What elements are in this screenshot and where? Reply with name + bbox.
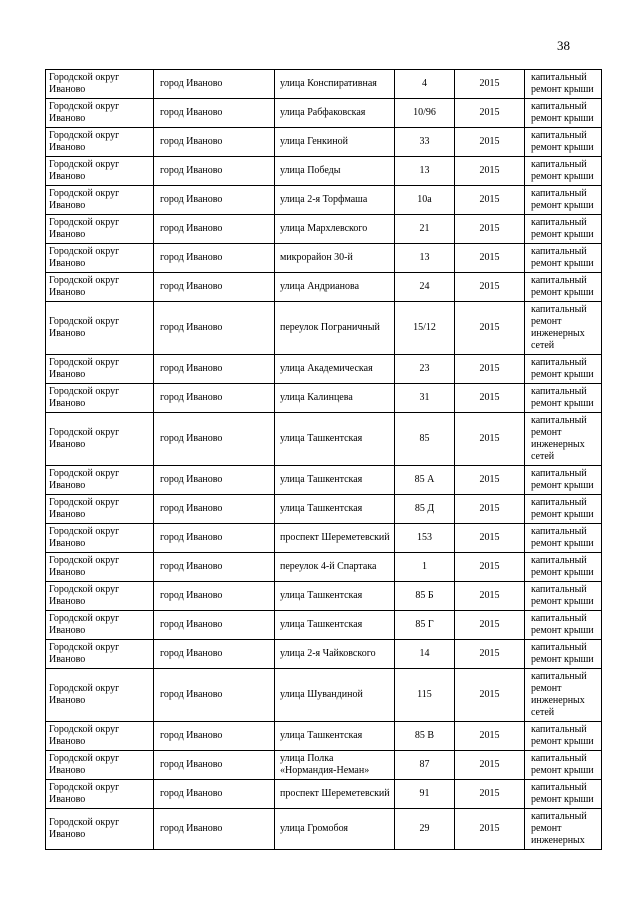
cell-municipality: Городской округ Иваново [46,413,154,466]
cell-work-type: капитальный ремонт инженерных сетей [525,413,602,466]
cell-municipality: Городской округ Иваново [46,215,154,244]
cell-year: 2015 [455,780,525,809]
cell-year: 2015 [455,611,525,640]
table-row [46,70,602,99]
cell-city: город Иваново [154,384,275,413]
table-row [46,495,602,524]
table-row [46,524,602,553]
cell-municipality: Городской округ Иваново [46,355,154,384]
cell-year: 2015 [455,128,525,157]
cell-year: 2015 [455,186,525,215]
cell-street: улица 2-я Чайковского [275,640,395,669]
cell-municipality: Городской округ Иваново [46,70,154,99]
cell-work-type: капитальный ремонт крыши [525,186,602,215]
cell-work-type: капитальный ремонт крыши [525,751,602,780]
cell-municipality: Городской округ Иваново [46,751,154,780]
cell-year: 2015 [455,669,525,722]
cell-year: 2015 [455,157,525,186]
cell-house-number: 21 [395,215,455,244]
cell-house-number: 33 [395,128,455,157]
cell-year: 2015 [455,553,525,582]
table-row [46,302,602,355]
cell-house-number: 23 [395,355,455,384]
cell-house-number: 85 Г [395,611,455,640]
table-row [46,273,602,302]
cell-work-type: капитальный ремонт крыши [525,273,602,302]
cell-year: 2015 [455,273,525,302]
cell-year: 2015 [455,302,525,355]
cell-work-type: капитальный ремонт крыши [525,99,602,128]
cell-city: город Иваново [154,355,275,384]
cell-street: улица Ташкентская [275,582,395,611]
cell-city: город Иваново [154,524,275,553]
cell-city: город Иваново [154,669,275,722]
cell-city: город Иваново [154,99,275,128]
cell-year: 2015 [455,384,525,413]
cell-city: город Иваново [154,157,275,186]
table-row [46,669,602,722]
cell-municipality: Городской округ Иваново [46,809,154,850]
cell-city: город Иваново [154,553,275,582]
cell-work-type: капитальный ремонт крыши [525,70,602,99]
cell-municipality: Городской округ Иваново [46,611,154,640]
cell-street: улица Калинцева [275,384,395,413]
cell-work-type: капитальный ремонт крыши [525,582,602,611]
cell-year: 2015 [455,413,525,466]
cell-street: проспект Шереметевский [275,780,395,809]
cell-city: город Иваново [154,215,275,244]
table-row [46,611,602,640]
cell-house-number: 15/12 [395,302,455,355]
cell-street: улица Мархлевского [275,215,395,244]
cell-house-number: 1 [395,553,455,582]
cell-work-type: капитальный ремонт крыши [525,128,602,157]
cell-city: город Иваново [154,186,275,215]
cell-city: город Иваново [154,128,275,157]
cell-municipality: Городской округ Иваново [46,244,154,273]
cell-house-number: 24 [395,273,455,302]
cell-work-type: капитальный ремонт крыши [525,466,602,495]
cell-city: город Иваново [154,302,275,355]
table-row [46,157,602,186]
cell-municipality: Городской округ Иваново [46,722,154,751]
page-number: 38 [557,38,570,53]
table-row [46,722,602,751]
cell-house-number: 115 [395,669,455,722]
cell-street: улица Генкиной [275,128,395,157]
cell-city: город Иваново [154,780,275,809]
cell-street: улица Ташкентская [275,495,395,524]
cell-city: город Иваново [154,495,275,524]
cell-street: улица Ташкентская [275,722,395,751]
cell-municipality: Городской округ Иваново [46,384,154,413]
table-row [46,99,602,128]
cell-year: 2015 [455,70,525,99]
cell-municipality: Городской округ Иваново [46,99,154,128]
cell-city: город Иваново [154,809,275,850]
cell-municipality: Городской округ Иваново [46,524,154,553]
cell-municipality: Городской округ Иваново [46,640,154,669]
table-row [46,809,602,850]
table-row [46,640,602,669]
cell-work-type: капитальный ремонт крыши [525,553,602,582]
cell-house-number: 153 [395,524,455,553]
cell-work-type: капитальный ремонт крыши [525,157,602,186]
cell-year: 2015 [455,466,525,495]
cell-street: улица Академическая [275,355,395,384]
cell-street: микрорайон 30-й [275,244,395,273]
cell-street: улица Ташкентская [275,466,395,495]
cell-work-type: капитальный ремонт инженерных [525,809,602,850]
cell-municipality: Городской округ Иваново [46,553,154,582]
cell-year: 2015 [455,495,525,524]
table-row [46,186,602,215]
cell-street: улица Андрианова [275,273,395,302]
cell-street: улица Победы [275,157,395,186]
cell-house-number: 85 В [395,722,455,751]
cell-house-number: 10/96 [395,99,455,128]
cell-work-type: капитальный ремонт крыши [525,780,602,809]
cell-street: улица Полка «Нормандия-Неман» [275,751,395,780]
cell-work-type: капитальный ремонт крыши [525,384,602,413]
cell-municipality: Городской округ Иваново [46,466,154,495]
cell-house-number: 85 Д [395,495,455,524]
cell-year: 2015 [455,244,525,273]
cell-municipality: Городской округ Иваново [46,157,154,186]
cell-street: проспект Шереметевский [275,524,395,553]
cell-municipality: Городской округ Иваново [46,495,154,524]
cell-work-type: капитальный ремонт крыши [525,640,602,669]
cell-street: улица Шувандиной [275,669,395,722]
cell-municipality: Городской округ Иваново [46,302,154,355]
cell-house-number: 13 [395,157,455,186]
cell-municipality: Городской округ Иваново [46,780,154,809]
cell-street: улица Громобоя [275,809,395,850]
cell-city: город Иваново [154,722,275,751]
cell-year: 2015 [455,582,525,611]
cell-year: 2015 [455,809,525,850]
table-row [46,751,602,780]
cell-year: 2015 [455,751,525,780]
cell-work-type: капитальный ремонт крыши [525,355,602,384]
cell-city: город Иваново [154,273,275,302]
table-row [46,128,602,157]
cell-municipality: Городской округ Иваново [46,186,154,215]
cell-municipality: Городской округ Иваново [46,669,154,722]
cell-year: 2015 [455,722,525,751]
cell-city: город Иваново [154,70,275,99]
cell-street: улица Рабфаковская [275,99,395,128]
table-row [46,355,602,384]
table-row [46,215,602,244]
cell-house-number: 91 [395,780,455,809]
cell-street: улица Ташкентская [275,413,395,466]
table-row [46,582,602,611]
cell-street: улица 2-я Торфмаша [275,186,395,215]
cell-house-number: 10а [395,186,455,215]
repair-schedule-table [45,69,602,850]
cell-work-type: капитальный ремонт крыши [525,215,602,244]
cell-work-type: капитальный ремонт инженерных сетей [525,302,602,355]
cell-work-type: капитальный ремонт крыши [525,524,602,553]
cell-house-number: 4 [395,70,455,99]
table-row [46,553,602,582]
cell-house-number: 29 [395,809,455,850]
cell-street: переулок 4-й Спартака [275,553,395,582]
cell-year: 2015 [455,524,525,553]
cell-work-type: капитальный ремонт инженерных сетей [525,669,602,722]
cell-street: переулок Пограничный [275,302,395,355]
cell-house-number: 13 [395,244,455,273]
cell-city: город Иваново [154,611,275,640]
cell-work-type: капитальный ремонт крыши [525,495,602,524]
cell-work-type: капитальный ремонт крыши [525,244,602,273]
cell-city: город Иваново [154,751,275,780]
cell-street: улица Конспиративная [275,70,395,99]
cell-house-number: 85 А [395,466,455,495]
cell-year: 2015 [455,640,525,669]
table-row [46,384,602,413]
cell-municipality: Городской округ Иваново [46,582,154,611]
cell-municipality: Городской округ Иваново [46,273,154,302]
table-row [46,780,602,809]
cell-year: 2015 [455,215,525,244]
table-row [46,466,602,495]
table-row [46,413,602,466]
cell-year: 2015 [455,355,525,384]
cell-city: город Иваново [154,466,275,495]
cell-work-type: капитальный ремонт крыши [525,722,602,751]
cell-city: город Иваново [154,244,275,273]
cell-work-type: капитальный ремонт крыши [525,611,602,640]
cell-street: улица Ташкентская [275,611,395,640]
cell-house-number: 14 [395,640,455,669]
cell-house-number: 87 [395,751,455,780]
table-row [46,244,602,273]
cell-year: 2015 [455,99,525,128]
table-body [46,70,602,850]
cell-municipality: Городской округ Иваново [46,128,154,157]
cell-house-number: 85 Б [395,582,455,611]
cell-city: город Иваново [154,640,275,669]
cell-city: город Иваново [154,413,275,466]
cell-house-number: 85 [395,413,455,466]
cell-house-number: 31 [395,384,455,413]
cell-city: город Иваново [154,582,275,611]
